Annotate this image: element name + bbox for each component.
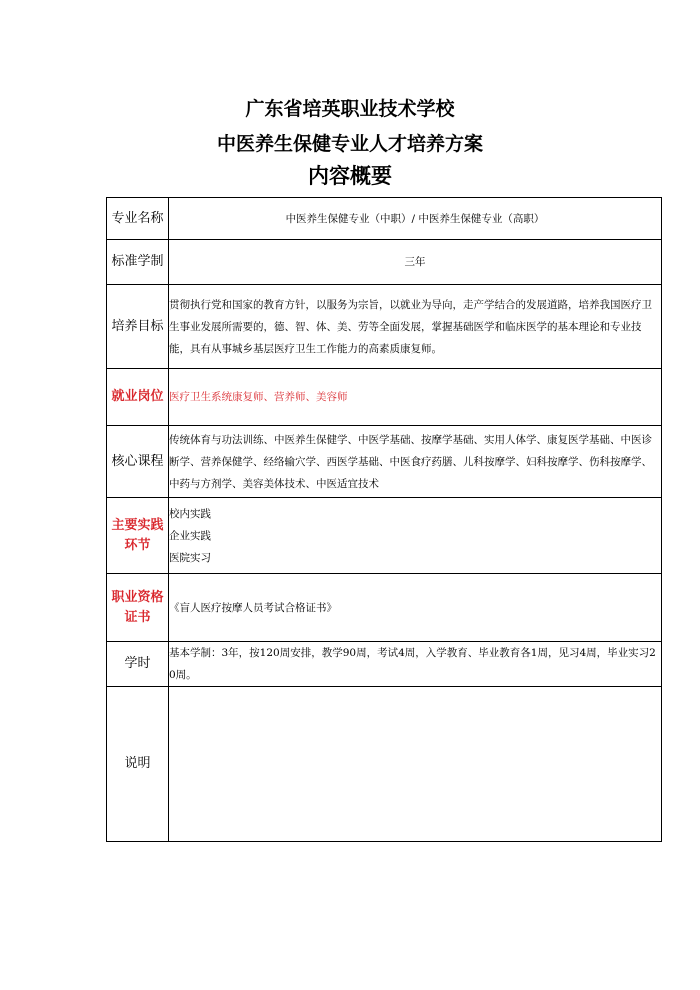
row-label: 学时 <box>107 642 169 687</box>
row-label: 说明 <box>107 687 169 842</box>
row-value: 医疗卫生系统康复师、营养师、美容师 <box>169 369 662 426</box>
row-value: 三年 <box>169 240 662 285</box>
table-row-core-courses <box>107 426 662 498</box>
row-label: 就业岗位 <box>107 369 169 426</box>
program-outline-table <box>106 197 662 842</box>
row-value <box>169 687 662 842</box>
row-value: 《盲人医疗按摩人员考试合格证书》 <box>169 574 662 642</box>
table-row-practice <box>107 498 662 574</box>
school-title: 广东省培英职业技术学校 <box>245 98 455 120</box>
table-row-training-goal <box>107 285 662 369</box>
list-item: 企业实践 <box>169 529 211 542</box>
row-label: 职业资格证书 <box>107 574 169 642</box>
row-label: 培养目标 <box>107 285 169 369</box>
row-value: 基本学制：3年，按120周安排，教学90周，考试4周，入学教育、毕业教育各1周，见习4周，毕业实习20周。 <box>169 642 662 687</box>
row-value <box>169 498 662 574</box>
subtitle: 内容概要 <box>308 164 392 188</box>
program-title: 中医养生保健专业人才培养方案 <box>216 133 483 155</box>
table-row-major-name <box>107 198 662 240</box>
table-row-notes <box>107 687 662 842</box>
table-row-employment <box>107 369 662 426</box>
list-item: 医院实习 <box>169 551 211 564</box>
row-label: 专业名称 <box>107 198 169 240</box>
table-row-certificate <box>107 574 662 642</box>
row-value: 传统体育与功法训练、中医养生保健学、中医学基础、按摩学基础、实用人体学、康复医学基础、中医诊断学、营养保健学、经络输穴学、西医学基础、中医食疗药膳、儿科按摩学、妇科按摩学、伤科按摩学、中药与方剂学、美容美体技术、中医适宜技术 <box>169 426 662 498</box>
row-label: 标准学制 <box>107 240 169 285</box>
list-item: 校内实践 <box>169 507 211 520</box>
row-label: 核心课程 <box>107 426 169 498</box>
row-value: 贯彻执行党和国家的教育方针，以服务为宗旨，以就业为导向，走产学结合的发展道路，培养我国医疗卫生事业发展所需要的，德、智、体、美、劳等全面发展，掌握基础医学和临床医学的基本理论和专业技能，具有从事城乡基层医疗卫生工作能力的高素质康复师。 <box>169 285 662 369</box>
row-value: 中医养生保健专业（中职）/ 中医养生保健专业（高职） <box>169 198 662 240</box>
table-row-duration <box>107 240 662 285</box>
row-label: 主要实践环节 <box>107 498 169 574</box>
table-row-hours <box>107 642 662 687</box>
